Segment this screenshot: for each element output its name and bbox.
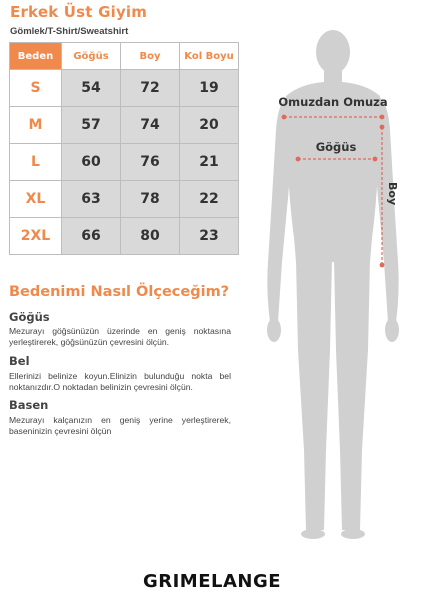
table-row: [10, 218, 239, 255]
page-title: Erkek Üst Giyim: [10, 3, 148, 21]
chest-heading: Göğüs: [9, 310, 50, 324]
chest-cell: 54: [62, 70, 121, 107]
hip-heading: Basen: [9, 398, 49, 412]
table-row: [10, 144, 239, 181]
table-row: [10, 70, 239, 107]
waist-instructions: Ellerinizi belinize koyun.Elinizin bulunduğu nokta bel noktanızdır.O noktadan belinizin çevresini ölçün.: [9, 371, 231, 392]
size-cell: XL: [10, 181, 62, 218]
body-measurement-figure: [250, 30, 420, 560]
brand-logo: GRIMELANGE: [142, 571, 282, 592]
size-cell: 2XL: [10, 218, 62, 255]
length-label: Boy: [386, 182, 399, 206]
chest-cell: 66: [62, 218, 121, 255]
table-row: [10, 107, 239, 144]
measure-guide-title: Bedenimi Nasıl Ölçeceğim?: [9, 284, 230, 300]
sleeve-cell: 21: [180, 144, 239, 181]
page-subtitle: Gömlek/T-Shirt/Sweatshirt: [10, 26, 129, 37]
shoulder-label: Omuzdan Omuza: [278, 95, 388, 109]
column-header-sleeve: Kol Boyu: [180, 43, 239, 70]
chest-label: Göğüs: [315, 140, 357, 154]
table-row: [10, 181, 239, 218]
size-cell: S: [10, 70, 62, 107]
length-cell: 72: [121, 70, 180, 107]
column-header-size: Beden: [10, 43, 62, 70]
size-cell: M: [10, 107, 62, 144]
chest-cell: 63: [62, 181, 121, 218]
chest-cell: 57: [62, 107, 121, 144]
waist-heading: Bel: [9, 354, 30, 368]
chest-instructions: Mezurayı göğsünüzün üzerinde en geniş noktasına yerleştirerek, göğsünüzün çevresini ölçün.: [9, 326, 231, 347]
size-table: [9, 42, 239, 255]
hip-instructions: Mezurayı kalçanızın en geniş yerine yerleştirerek, baseninizin çevresini ölçün: [9, 415, 231, 436]
sleeve-cell: 22: [180, 181, 239, 218]
column-header-chest: Göğüs: [62, 43, 121, 70]
size-cell: L: [10, 144, 62, 181]
sleeve-cell: 23: [180, 218, 239, 255]
length-cell: 76: [121, 144, 180, 181]
length-cell: 80: [121, 218, 180, 255]
column-header-length: Boy: [121, 43, 180, 70]
sleeve-cell: 20: [180, 107, 239, 144]
table-header-row: [10, 43, 239, 70]
length-cell: 74: [121, 107, 180, 144]
length-cell: 78: [121, 181, 180, 218]
sleeve-cell: 19: [180, 70, 239, 107]
chest-cell: 60: [62, 144, 121, 181]
